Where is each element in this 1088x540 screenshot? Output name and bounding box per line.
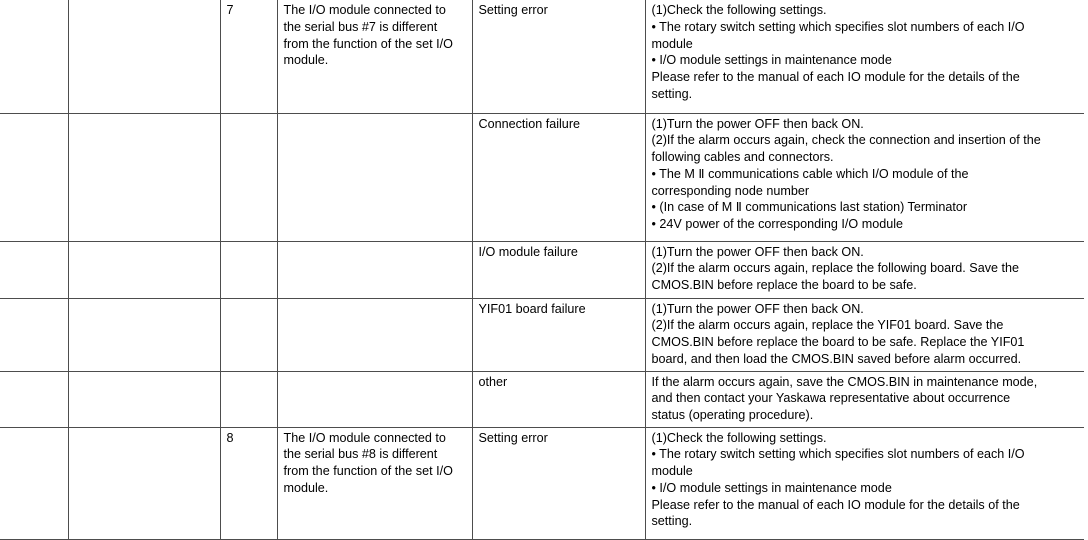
sub-code-cell <box>220 298 277 371</box>
blank-cell <box>0 241 68 298</box>
remedy-line: • The rotary switch setting which specifies slot numbers of each I/O <box>651 19 1025 34</box>
blank-cell <box>0 427 68 539</box>
description-cell <box>277 371 472 427</box>
remedy-line: (2)If the alarm occurs again, replace the YIF01 board. Save the <box>651 318 1004 333</box>
remedy-line: (1)Turn the power OFF then back ON. <box>651 301 864 316</box>
blank-cell <box>68 371 220 427</box>
remedy-cell <box>645 0 1084 113</box>
remedy-cell <box>645 113 1084 241</box>
description-cell <box>277 298 472 371</box>
remedy-line: • (In case of M Ⅱ communications last station) Terminator <box>651 200 968 215</box>
description-line: The I/O module connected to <box>283 3 446 17</box>
remedy-line: Please refer to the manual of each IO module for the details of the <box>651 497 1020 512</box>
remedy-line: CMOS.BIN before replace the board to be safe. Replace the YIF01 <box>651 335 1025 350</box>
description-cell <box>277 0 472 113</box>
table-row <box>0 113 1084 241</box>
remedy-cell <box>645 241 1084 298</box>
table-row <box>0 371 1084 427</box>
remedy-line: Please refer to the manual of each IO module for the details of the <box>651 70 1020 85</box>
remedy-cell <box>645 427 1084 539</box>
sub-code: 8 <box>226 430 234 445</box>
remedy-line: setting. <box>651 86 693 101</box>
description-line: module. <box>283 53 329 68</box>
description-line: the serial bus #7 is different <box>283 19 438 34</box>
blank-cell <box>0 113 68 241</box>
remedy-line: following cables and connectors. <box>651 150 834 165</box>
remedy-line: corresponding node number <box>651 183 810 198</box>
blank-cell <box>0 298 68 371</box>
cause: Connection failure <box>478 116 581 131</box>
remedy-line: • The M Ⅱ communications cable which I/O module of the <box>651 166 969 181</box>
cause-cell <box>472 371 645 427</box>
remedy-line: • The rotary switch setting which specifies slot numbers of each I/O <box>651 447 1025 462</box>
blank-cell <box>0 371 68 427</box>
sub-code-cell <box>220 427 277 539</box>
sub-code: 7 <box>226 3 234 17</box>
cause: Setting error <box>478 430 548 445</box>
cause-cell <box>472 113 645 241</box>
cause-cell <box>472 427 645 539</box>
remedy-line: (1)Turn the power OFF then back ON. <box>651 116 864 131</box>
blank-cell <box>68 298 220 371</box>
remedy-line: (2)If the alarm occurs again, check the connection and insertion of the <box>651 133 1041 148</box>
cause-cell <box>472 0 645 113</box>
description-line: from the function of the set I/O <box>283 464 453 479</box>
sub-code-cell <box>220 241 277 298</box>
cause-cell <box>472 298 645 371</box>
description-cell <box>277 427 472 539</box>
remedy-line: module <box>651 464 693 479</box>
table-row <box>0 241 1084 298</box>
remedy-line: status (operating procedure). <box>651 408 814 423</box>
remedy-cell <box>645 298 1084 371</box>
cause: Setting error <box>478 3 548 17</box>
remedy-line: • I/O module settings in maintenance mode <box>651 53 892 68</box>
blank-cell <box>0 0 68 113</box>
description-line: module. <box>283 480 329 495</box>
remedy-line: If the alarm occurs again, save the CMOS.BIN in maintenance mode, <box>651 374 1038 389</box>
description-line: the serial bus #8 is different <box>283 447 438 462</box>
blank-cell <box>68 0 220 113</box>
blank-cell <box>68 241 220 298</box>
remedy-line: board, and then load the CMOS.BIN saved before alarm occurred. <box>651 351 1022 366</box>
remedy-line: • 24V power of the corresponding I/O module <box>651 217 904 232</box>
description-cell <box>277 113 472 241</box>
remedy-line: setting. <box>651 514 693 529</box>
table-row <box>0 0 1084 113</box>
remedy-line: • I/O module settings in maintenance mode <box>651 480 892 495</box>
table-row <box>0 427 1084 539</box>
cause: I/O module failure <box>478 244 578 259</box>
blank-cell <box>68 427 220 539</box>
sub-code-cell <box>220 113 277 241</box>
remedy-line: (2)If the alarm occurs again, replace the following board. Save the <box>651 261 1020 276</box>
sub-code-cell <box>220 371 277 427</box>
remedy-line: (1)Turn the power OFF then back ON. <box>651 244 864 259</box>
remedy-line: (1)Check the following settings. <box>651 3 827 17</box>
description-line: from the function of the set I/O <box>283 36 453 51</box>
remedy-cell <box>645 371 1084 427</box>
cause-cell <box>472 241 645 298</box>
cause: other <box>478 374 508 389</box>
remedy-line: CMOS.BIN before replace the board to be safe. <box>651 278 917 293</box>
table-row <box>0 298 1084 371</box>
sub-code-cell <box>220 0 277 113</box>
remedy-line: module <box>651 36 693 51</box>
description-line: The I/O module connected to <box>283 430 446 445</box>
remedy-line: and then contact your Yaskawa representative about occurrence <box>651 391 1011 406</box>
remedy-line: (1)Check the following settings. <box>651 430 827 445</box>
cause: YIF01 board failure <box>478 301 586 316</box>
blank-cell <box>68 113 220 241</box>
description-cell <box>277 241 472 298</box>
